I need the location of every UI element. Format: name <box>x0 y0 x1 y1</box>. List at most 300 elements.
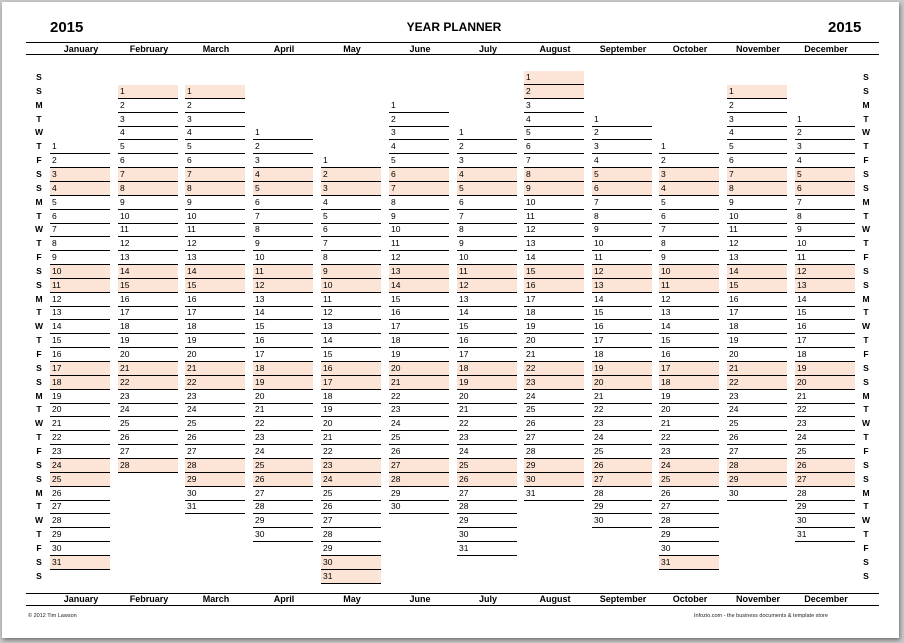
day-cell[interactable] <box>185 445 245 459</box>
day-cell[interactable] <box>321 570 381 584</box>
day-cell[interactable] <box>457 168 517 182</box>
day-cell[interactable] <box>659 362 719 376</box>
day-cell[interactable] <box>321 390 381 404</box>
day-cell[interactable] <box>795 279 855 293</box>
day-cell[interactable] <box>795 528 855 542</box>
day-cell[interactable] <box>389 113 449 127</box>
day-cell[interactable] <box>795 487 855 501</box>
day-cell[interactable] <box>592 445 652 459</box>
day-cell[interactable] <box>185 196 245 210</box>
day-cell[interactable] <box>185 459 245 473</box>
day-cell[interactable] <box>389 348 449 362</box>
day-cell[interactable] <box>727 99 787 113</box>
day-cell[interactable] <box>592 376 652 390</box>
day-cell[interactable] <box>524 279 584 293</box>
day-cell[interactable] <box>795 417 855 431</box>
day-cell[interactable] <box>253 168 313 182</box>
day-cell[interactable] <box>389 459 449 473</box>
day-cell[interactable] <box>389 237 449 251</box>
day-cell[interactable] <box>659 528 719 542</box>
day-cell[interactable] <box>795 500 855 514</box>
day-cell[interactable] <box>659 514 719 528</box>
day-cell[interactable] <box>659 431 719 445</box>
day-cell[interactable] <box>50 293 110 307</box>
day-cell[interactable] <box>659 237 719 251</box>
day-cell[interactable] <box>389 154 449 168</box>
day-cell[interactable] <box>50 417 110 431</box>
day-cell[interactable] <box>727 196 787 210</box>
day-cell[interactable] <box>321 542 381 556</box>
day-cell[interactable] <box>457 293 517 307</box>
day-cell[interactable] <box>592 210 652 224</box>
day-cell[interactable] <box>185 182 245 196</box>
day-cell[interactable] <box>659 445 719 459</box>
day-cell[interactable] <box>795 348 855 362</box>
day-cell[interactable] <box>727 210 787 224</box>
day-cell[interactable] <box>659 223 719 237</box>
day-cell[interactable] <box>659 348 719 362</box>
day-cell[interactable] <box>727 251 787 265</box>
day-cell[interactable] <box>321 403 381 417</box>
day-cell[interactable] <box>321 223 381 237</box>
day-cell[interactable] <box>659 403 719 417</box>
day-cell[interactable] <box>659 500 719 514</box>
day-cell[interactable] <box>321 210 381 224</box>
day-cell[interactable] <box>50 182 110 196</box>
day-cell[interactable] <box>389 473 449 487</box>
day-cell[interactable] <box>50 210 110 224</box>
day-cell[interactable] <box>253 334 313 348</box>
day-cell[interactable] <box>659 417 719 431</box>
day-cell[interactable] <box>389 168 449 182</box>
day-cell[interactable] <box>592 223 652 237</box>
day-cell[interactable] <box>524 113 584 127</box>
day-cell[interactable] <box>592 334 652 348</box>
day-cell[interactable] <box>253 154 313 168</box>
day-cell[interactable] <box>185 265 245 279</box>
day-cell[interactable] <box>253 390 313 404</box>
day-cell[interactable] <box>185 306 245 320</box>
day-cell[interactable] <box>389 362 449 376</box>
day-cell[interactable] <box>253 431 313 445</box>
day-cell[interactable] <box>50 542 110 556</box>
day-cell[interactable] <box>524 445 584 459</box>
day-cell[interactable] <box>795 514 855 528</box>
day-cell[interactable] <box>795 431 855 445</box>
day-cell[interactable] <box>457 320 517 334</box>
day-cell[interactable] <box>185 473 245 487</box>
day-cell[interactable] <box>321 196 381 210</box>
day-cell[interactable] <box>185 237 245 251</box>
day-cell[interactable] <box>185 417 245 431</box>
day-cell[interactable] <box>50 279 110 293</box>
day-cell[interactable] <box>592 514 652 528</box>
day-cell[interactable] <box>457 487 517 501</box>
day-cell[interactable] <box>659 487 719 501</box>
day-cell[interactable] <box>727 85 787 99</box>
day-cell[interactable] <box>457 500 517 514</box>
day-cell[interactable] <box>592 417 652 431</box>
day-cell[interactable] <box>118 196 178 210</box>
day-cell[interactable] <box>457 251 517 265</box>
day-cell[interactable] <box>118 445 178 459</box>
day-cell[interactable] <box>659 251 719 265</box>
day-cell[interactable] <box>524 403 584 417</box>
day-cell[interactable] <box>50 390 110 404</box>
day-cell[interactable] <box>321 445 381 459</box>
day-cell[interactable] <box>524 85 584 99</box>
day-cell[interactable] <box>727 390 787 404</box>
day-cell[interactable] <box>321 431 381 445</box>
day-cell[interactable] <box>50 168 110 182</box>
day-cell[interactable] <box>524 265 584 279</box>
day-cell[interactable] <box>592 140 652 154</box>
day-cell[interactable] <box>727 431 787 445</box>
day-cell[interactable] <box>253 376 313 390</box>
day-cell[interactable] <box>185 85 245 99</box>
day-cell[interactable] <box>457 223 517 237</box>
day-cell[interactable] <box>253 500 313 514</box>
day-cell[interactable] <box>659 140 719 154</box>
day-cell[interactable] <box>185 431 245 445</box>
day-cell[interactable] <box>795 196 855 210</box>
day-cell[interactable] <box>524 223 584 237</box>
day-cell[interactable] <box>389 487 449 501</box>
day-cell[interactable] <box>118 126 178 140</box>
day-cell[interactable] <box>50 473 110 487</box>
day-cell[interactable] <box>524 140 584 154</box>
day-cell[interactable] <box>659 473 719 487</box>
day-cell[interactable] <box>457 445 517 459</box>
day-cell[interactable] <box>524 293 584 307</box>
day-cell[interactable] <box>592 126 652 140</box>
day-cell[interactable] <box>118 431 178 445</box>
day-cell[interactable] <box>659 390 719 404</box>
day-cell[interactable] <box>795 306 855 320</box>
day-cell[interactable] <box>321 487 381 501</box>
day-cell[interactable] <box>253 417 313 431</box>
day-cell[interactable] <box>321 556 381 570</box>
day-cell[interactable] <box>457 348 517 362</box>
day-cell[interactable] <box>592 279 652 293</box>
day-cell[interactable] <box>50 306 110 320</box>
day-cell[interactable] <box>253 140 313 154</box>
day-cell[interactable] <box>118 459 178 473</box>
day-cell[interactable] <box>457 279 517 293</box>
day-cell[interactable] <box>524 251 584 265</box>
day-cell[interactable] <box>185 113 245 127</box>
day-cell[interactable] <box>457 542 517 556</box>
day-cell[interactable] <box>118 85 178 99</box>
day-cell[interactable] <box>524 431 584 445</box>
day-cell[interactable] <box>389 182 449 196</box>
day-cell[interactable] <box>727 168 787 182</box>
day-cell[interactable] <box>253 362 313 376</box>
day-cell[interactable] <box>727 306 787 320</box>
day-cell[interactable] <box>389 99 449 113</box>
day-cell[interactable] <box>50 362 110 376</box>
day-cell[interactable] <box>795 168 855 182</box>
day-cell[interactable] <box>457 459 517 473</box>
day-cell[interactable] <box>321 265 381 279</box>
day-cell[interactable] <box>592 348 652 362</box>
day-cell[interactable] <box>118 99 178 113</box>
day-cell[interactable] <box>389 196 449 210</box>
day-cell[interactable] <box>118 403 178 417</box>
day-cell[interactable] <box>524 210 584 224</box>
day-cell[interactable] <box>389 210 449 224</box>
day-cell[interactable] <box>592 154 652 168</box>
day-cell[interactable] <box>727 334 787 348</box>
day-cell[interactable] <box>727 265 787 279</box>
day-cell[interactable] <box>389 279 449 293</box>
day-cell[interactable] <box>118 265 178 279</box>
day-cell[interactable] <box>795 459 855 473</box>
day-cell[interactable] <box>727 348 787 362</box>
day-cell[interactable] <box>457 514 517 528</box>
day-cell[interactable] <box>524 196 584 210</box>
day-cell[interactable] <box>50 251 110 265</box>
day-cell[interactable] <box>321 237 381 251</box>
day-cell[interactable] <box>321 154 381 168</box>
day-cell[interactable] <box>524 390 584 404</box>
day-cell[interactable] <box>389 320 449 334</box>
day-cell[interactable] <box>50 445 110 459</box>
day-cell[interactable] <box>253 279 313 293</box>
day-cell[interactable] <box>389 500 449 514</box>
day-cell[interactable] <box>659 459 719 473</box>
day-cell[interactable] <box>659 306 719 320</box>
day-cell[interactable] <box>795 113 855 127</box>
day-cell[interactable] <box>50 154 110 168</box>
day-cell[interactable] <box>253 237 313 251</box>
day-cell[interactable] <box>50 500 110 514</box>
day-cell[interactable] <box>524 459 584 473</box>
day-cell[interactable] <box>389 293 449 307</box>
day-cell[interactable] <box>50 320 110 334</box>
day-cell[interactable] <box>253 265 313 279</box>
day-cell[interactable] <box>118 362 178 376</box>
day-cell[interactable] <box>592 182 652 196</box>
day-cell[interactable] <box>50 514 110 528</box>
day-cell[interactable] <box>253 403 313 417</box>
day-cell[interactable] <box>727 154 787 168</box>
day-cell[interactable] <box>389 403 449 417</box>
day-cell[interactable] <box>592 251 652 265</box>
day-cell[interactable] <box>727 140 787 154</box>
day-cell[interactable] <box>253 293 313 307</box>
day-cell[interactable] <box>795 403 855 417</box>
day-cell[interactable] <box>118 306 178 320</box>
day-cell[interactable] <box>659 320 719 334</box>
day-cell[interactable] <box>795 237 855 251</box>
day-cell[interactable] <box>524 168 584 182</box>
day-cell[interactable] <box>457 362 517 376</box>
day-cell[interactable] <box>795 293 855 307</box>
day-cell[interactable] <box>524 320 584 334</box>
day-cell[interactable] <box>118 279 178 293</box>
day-cell[interactable] <box>727 126 787 140</box>
day-cell[interactable] <box>389 265 449 279</box>
day-cell[interactable] <box>457 154 517 168</box>
day-cell[interactable] <box>185 279 245 293</box>
day-cell[interactable] <box>592 196 652 210</box>
day-cell[interactable] <box>659 334 719 348</box>
day-cell[interactable] <box>389 140 449 154</box>
day-cell[interactable] <box>185 223 245 237</box>
day-cell[interactable] <box>457 403 517 417</box>
day-cell[interactable] <box>118 376 178 390</box>
day-cell[interactable] <box>389 445 449 459</box>
day-cell[interactable] <box>795 334 855 348</box>
day-cell[interactable] <box>457 140 517 154</box>
day-cell[interactable] <box>321 251 381 265</box>
day-cell[interactable] <box>524 237 584 251</box>
day-cell[interactable] <box>795 265 855 279</box>
day-cell[interactable] <box>118 417 178 431</box>
day-cell[interactable] <box>659 168 719 182</box>
day-cell[interactable] <box>389 306 449 320</box>
day-cell[interactable] <box>50 376 110 390</box>
day-cell[interactable] <box>457 265 517 279</box>
day-cell[interactable] <box>389 126 449 140</box>
day-cell[interactable] <box>118 251 178 265</box>
day-cell[interactable] <box>524 182 584 196</box>
day-cell[interactable] <box>253 445 313 459</box>
day-cell[interactable] <box>524 334 584 348</box>
day-cell[interactable] <box>253 320 313 334</box>
day-cell[interactable] <box>253 514 313 528</box>
day-cell[interactable] <box>50 223 110 237</box>
day-cell[interactable] <box>592 293 652 307</box>
day-cell[interactable] <box>185 376 245 390</box>
day-cell[interactable] <box>592 403 652 417</box>
day-cell[interactable] <box>727 182 787 196</box>
day-cell[interactable] <box>592 237 652 251</box>
day-cell[interactable] <box>321 320 381 334</box>
day-cell[interactable] <box>253 528 313 542</box>
day-cell[interactable] <box>457 390 517 404</box>
day-cell[interactable] <box>727 237 787 251</box>
day-cell[interactable] <box>50 403 110 417</box>
day-cell[interactable] <box>727 320 787 334</box>
day-cell[interactable] <box>727 362 787 376</box>
day-cell[interactable] <box>253 196 313 210</box>
day-cell[interactable] <box>592 265 652 279</box>
day-cell[interactable] <box>524 154 584 168</box>
day-cell[interactable] <box>457 182 517 196</box>
day-cell[interactable] <box>185 362 245 376</box>
day-cell[interactable] <box>659 279 719 293</box>
day-cell[interactable] <box>795 210 855 224</box>
day-cell[interactable] <box>795 320 855 334</box>
day-cell[interactable] <box>185 99 245 113</box>
day-cell[interactable] <box>185 500 245 514</box>
day-cell[interactable] <box>524 306 584 320</box>
day-cell[interactable] <box>321 459 381 473</box>
day-cell[interactable] <box>592 487 652 501</box>
day-cell[interactable] <box>50 431 110 445</box>
day-cell[interactable] <box>524 473 584 487</box>
day-cell[interactable] <box>253 473 313 487</box>
day-cell[interactable] <box>321 528 381 542</box>
day-cell[interactable] <box>659 542 719 556</box>
day-cell[interactable] <box>118 334 178 348</box>
day-cell[interactable] <box>457 417 517 431</box>
day-cell[interactable] <box>524 417 584 431</box>
day-cell[interactable] <box>118 293 178 307</box>
day-cell[interactable] <box>795 182 855 196</box>
day-cell[interactable] <box>592 390 652 404</box>
day-cell[interactable] <box>389 376 449 390</box>
day-cell[interactable] <box>727 376 787 390</box>
day-cell[interactable] <box>118 320 178 334</box>
day-cell[interactable] <box>50 237 110 251</box>
day-cell[interactable] <box>592 431 652 445</box>
day-cell[interactable] <box>253 251 313 265</box>
day-cell[interactable] <box>118 154 178 168</box>
day-cell[interactable] <box>727 403 787 417</box>
day-cell[interactable] <box>592 113 652 127</box>
day-cell[interactable] <box>185 251 245 265</box>
day-cell[interactable] <box>457 126 517 140</box>
day-cell[interactable] <box>727 487 787 501</box>
day-cell[interactable] <box>659 265 719 279</box>
day-cell[interactable] <box>321 182 381 196</box>
day-cell[interactable] <box>592 306 652 320</box>
day-cell[interactable] <box>50 487 110 501</box>
day-cell[interactable] <box>659 182 719 196</box>
day-cell[interactable] <box>253 459 313 473</box>
day-cell[interactable] <box>185 348 245 362</box>
day-cell[interactable] <box>457 473 517 487</box>
day-cell[interactable] <box>795 154 855 168</box>
day-cell[interactable] <box>795 473 855 487</box>
day-cell[interactable] <box>118 237 178 251</box>
day-cell[interactable] <box>321 417 381 431</box>
day-cell[interactable] <box>795 376 855 390</box>
day-cell[interactable] <box>727 473 787 487</box>
day-cell[interactable] <box>795 362 855 376</box>
day-cell[interactable] <box>185 168 245 182</box>
day-cell[interactable] <box>659 376 719 390</box>
day-cell[interactable] <box>457 210 517 224</box>
day-cell[interactable] <box>795 251 855 265</box>
day-cell[interactable] <box>253 210 313 224</box>
day-cell[interactable] <box>321 348 381 362</box>
day-cell[interactable] <box>659 154 719 168</box>
day-cell[interactable] <box>592 459 652 473</box>
day-cell[interactable] <box>253 223 313 237</box>
day-cell[interactable] <box>524 348 584 362</box>
day-cell[interactable] <box>795 223 855 237</box>
day-cell[interactable] <box>185 334 245 348</box>
day-cell[interactable] <box>185 154 245 168</box>
day-cell[interactable] <box>321 334 381 348</box>
day-cell[interactable] <box>795 140 855 154</box>
day-cell[interactable] <box>50 140 110 154</box>
day-cell[interactable] <box>50 334 110 348</box>
day-cell[interactable] <box>50 459 110 473</box>
day-cell[interactable] <box>727 445 787 459</box>
day-cell[interactable] <box>118 113 178 127</box>
day-cell[interactable] <box>321 293 381 307</box>
day-cell[interactable] <box>50 196 110 210</box>
day-cell[interactable] <box>253 348 313 362</box>
day-cell[interactable] <box>118 182 178 196</box>
day-cell[interactable] <box>524 126 584 140</box>
day-cell[interactable] <box>321 500 381 514</box>
